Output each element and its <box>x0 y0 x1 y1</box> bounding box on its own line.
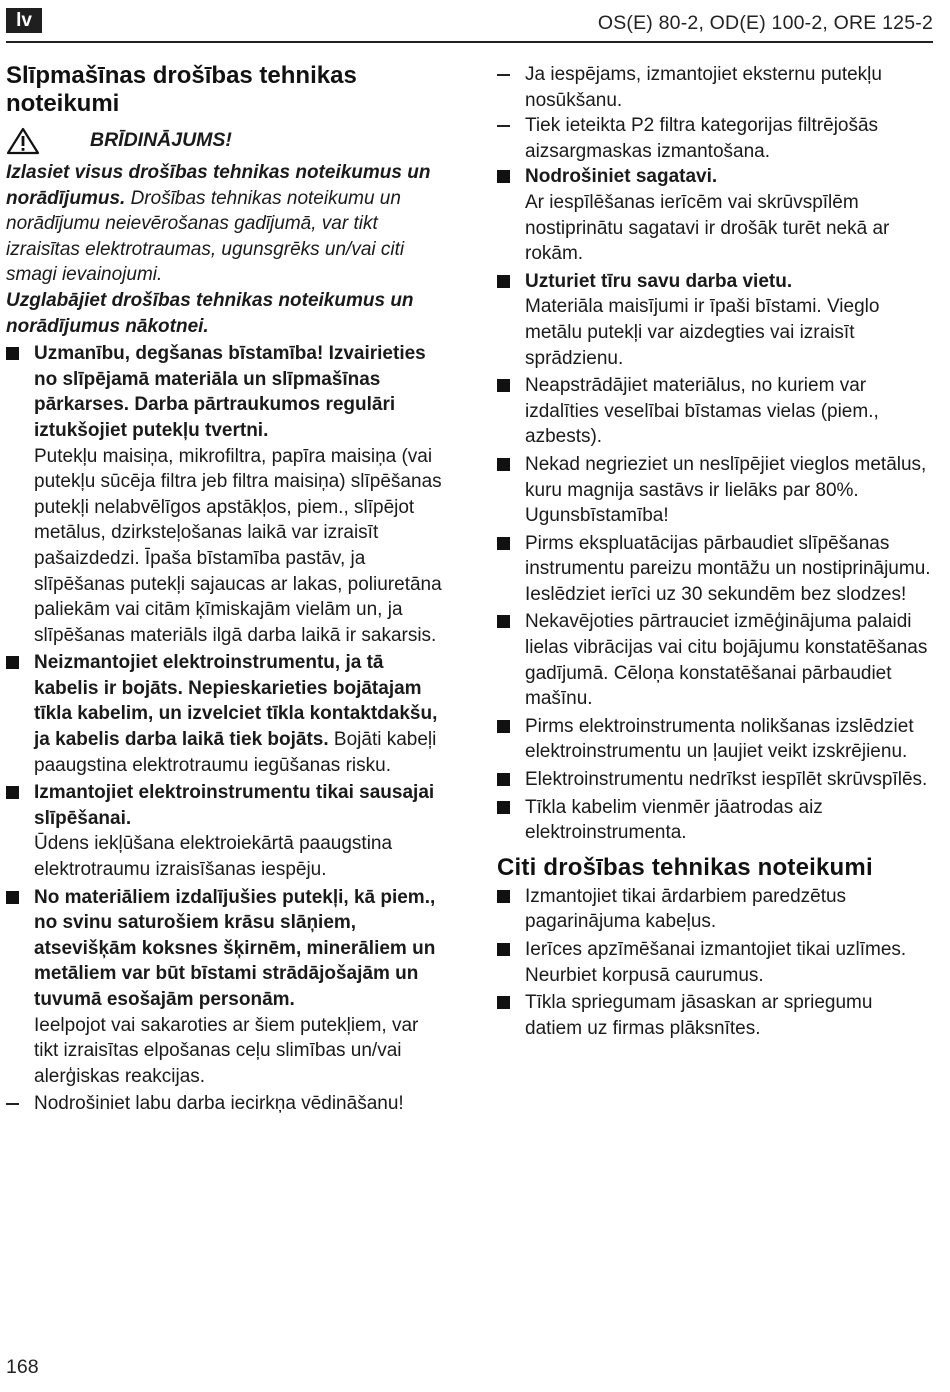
item-bold: Neizmantojiet elektroinstrumentu, ja tā kabelis ir bojāts. Nepieskarieties bojātajam tīkla kabelim, un izvelciet tīkla kontaktdakšu, ja kabelis darba laikā tiek bojāts. <box>34 652 438 751</box>
item-bold: Uzturiet tīru savu darba vietu. <box>525 270 793 292</box>
section-title: Slīpmašīnas drošības tehnikas noteikumi <box>6 62 357 117</box>
dash-list-item <box>497 113 931 164</box>
list-item <box>497 164 931 266</box>
keep-instructions: Uzglabājiet drošības tehnikas noteikumus un norādījumus nākotnei. <box>6 289 414 337</box>
list-item <box>497 937 931 988</box>
item-text: Ierīces apzīmēšanai izmantojiet tikai uzlīmes. Neurbiet korpusā caurumus. <box>525 939 907 986</box>
item-text: Pirms elektroinstrumenta nolikšanas izslēdziet elektroinstrumentu un ļaujiet veikt izskrējienu. <box>525 715 914 763</box>
list-item <box>497 990 931 1041</box>
warning-banner <box>6 126 442 156</box>
list-item <box>6 650 442 778</box>
item-bold: Izmantojiet elektroinstrumentu tikai sausajai slīpēšanai. <box>34 782 435 829</box>
right-column <box>497 62 931 1043</box>
square-bullet-icon <box>497 801 510 814</box>
item-text: Tiek ieteikta P2 filtra kategorijas filtrējošās aizsargmaskas izmantošana. <box>525 115 879 162</box>
model-title: OS(E) 80-2, OD(E) 100-2, ORE 125-2 <box>597 12 933 34</box>
square-bullet-icon <box>497 170 510 183</box>
item-bold: No materiāliem izdalījušies putekļi, kā piem., no svinu saturošiem krāsu slāņiem, atsevišķām koksnes šķirnēm, minerāliem un metāliem var būt bīstami strādājošajām un tuvumā esošajām personām. <box>34 886 436 1010</box>
square-bullet-icon <box>497 615 510 628</box>
intro-bold: Izlasiet visus drošības tehnikas noteikumus un norādījumus. <box>6 162 431 209</box>
list-item <box>497 714 931 765</box>
square-bullet-icon <box>6 656 19 669</box>
list-item <box>6 885 442 1090</box>
left-column <box>6 62 442 1119</box>
item-text: Izmantojiet tikai ārdarbiem paredzētus pagarinājuma kabeļus. <box>525 885 847 933</box>
item-text: Materiāla maisījumi ir īpaši bīstami. Vieglo metālu putekļi var aizdegties vai izraisīt sprādzienu. <box>525 296 880 369</box>
list-item <box>6 780 442 882</box>
square-bullet-icon <box>497 458 510 471</box>
list-item <box>497 767 931 793</box>
item-text: Bojāti kabeļi paaugstina elektrotraumu iegūšanas risku. <box>34 729 437 776</box>
item-text: Putekļu maisiņa, mikrofiltra, papīra maisiņa (vai putekļu sūcēja filtra jeb filtra maisiņa) slīpēšanas putekļi nelabvēlīgos apstākļos, piem., slīpējot metālus, dzirksteļošanas laikā var izraisīt pašaizdedzi. Īpaša bīstamība pastāv, ja slīpēšanas putekļi sajaucas ar lakas, poliuretāna paliekām vai citām ķīmiskajām vielām un, ja slīpēšanas materiāls ilgā darba laikā ir sakarsis. <box>34 445 442 646</box>
item-text: Nekavējoties pārtrauciet izmēģinājuma palaidi lielas vibrācijas vai citu bojājumu konstatēšanas gadījumā. Cēloņa konstatēšanai pārbaudiet mašīnu. <box>525 611 928 710</box>
item-text: Ar iespīlēšanas ierīcēm vai skrūvspīlēm nostiprinātu sagatavi ir drošāk turēt nekā ar rokām. <box>525 191 890 265</box>
intro-text: Drošības tehnikas noteikumu un norādījumu neievērošanas gadījumā, var tikt izraisītas elektrotraumas, ugunsgrēks un/vai citi smagi ievainojumi. <box>6 187 405 286</box>
dash-bullet-icon <box>497 74 510 76</box>
list-item <box>497 795 931 846</box>
list-item <box>497 452 931 529</box>
dash-bullet-icon <box>497 125 510 127</box>
dash-list-item <box>497 62 931 113</box>
warning-label: BRĪDINĀJUMS! <box>90 129 232 152</box>
item-text: Ieelpojot vai sakaroties ar šiem putekļiem, var tikt izraisītas elpošanas ceļu slimības un/vai alerģiskas reakcijas. <box>34 1014 419 1087</box>
item-text: Neapstrādājiet materiālus, no kuriem var izdalīties veselībai bīstamas vielas (piem., azbests). <box>525 375 879 448</box>
header-divider <box>6 41 933 43</box>
square-bullet-icon <box>497 773 510 786</box>
page-header <box>6 8 933 44</box>
warning-triangle-icon <box>6 127 40 155</box>
list-item <box>6 341 442 648</box>
page-number: 168 <box>6 1356 39 1378</box>
list-item <box>497 373 931 450</box>
item-text: Ūdens iekļūšana elektroiekārtā paaugstina elektrotraumu izraisīšanas iespēju. <box>34 833 393 881</box>
dash-bullet-icon <box>6 1103 19 1105</box>
item-text: Nekad negrieziet un neslīpējiet vieglos metālus, kuru magnija sastāvs ir lielāks par 80%. Ugunsbīstamība! <box>525 453 927 527</box>
list-item <box>497 531 931 608</box>
square-bullet-icon <box>6 786 19 799</box>
item-text: Tīkla kabelim vienmēr jāatrodas aiz elektroinstrumenta. <box>525 796 823 844</box>
square-bullet-icon <box>497 996 510 1009</box>
square-bullet-icon <box>497 379 510 392</box>
item-text: Tīkla spriegumam jāsaskan ar spriegumu datiem uz firmas plāksnītes. <box>525 992 873 1039</box>
item-text: Elektroinstrumentu nedrīkst iespīlēt skrūvspīlēs. <box>525 769 928 791</box>
square-bullet-icon <box>6 891 19 904</box>
item-text: Pirms ekspluatācijas pārbaudiet slīpēšanas instrumentu pareizu montāžu un nostiprinājumu. Ieslēdziet ierīci uz 30 sekundēm bez slodzes! <box>525 532 931 605</box>
square-bullet-icon <box>497 890 510 903</box>
other-rules-title: Citi drošības tehnikas noteikumi <box>497 853 873 881</box>
square-bullet-icon <box>497 275 510 288</box>
list-item <box>497 269 931 371</box>
language-tag: lv <box>6 8 42 33</box>
item-text: Ja iespējams, izmantojiet eksternu putekļu nosūkšanu. <box>525 64 882 111</box>
list-item <box>497 884 931 935</box>
item-bold: Uzmanību, degšanas bīstamība! Izvairieties no slīpējamā materiāla un slīpmašīnas pārkarses. Darba pārtraukumos regulāri iztukšojiet putekļu tvertni. <box>34 343 426 441</box>
square-bullet-icon <box>497 943 510 956</box>
square-bullet-icon <box>497 720 510 733</box>
square-bullet-icon <box>497 537 510 550</box>
intro-paragraph <box>6 160 442 288</box>
square-bullet-icon <box>6 347 19 360</box>
item-bold: Nodrošiniet sagatavi. <box>525 166 718 188</box>
dash-list-item <box>6 1091 442 1117</box>
item-text: Nodrošiniet labu darba iecirkņa vēdināšanu! <box>34 1093 404 1115</box>
list-item <box>497 609 931 711</box>
